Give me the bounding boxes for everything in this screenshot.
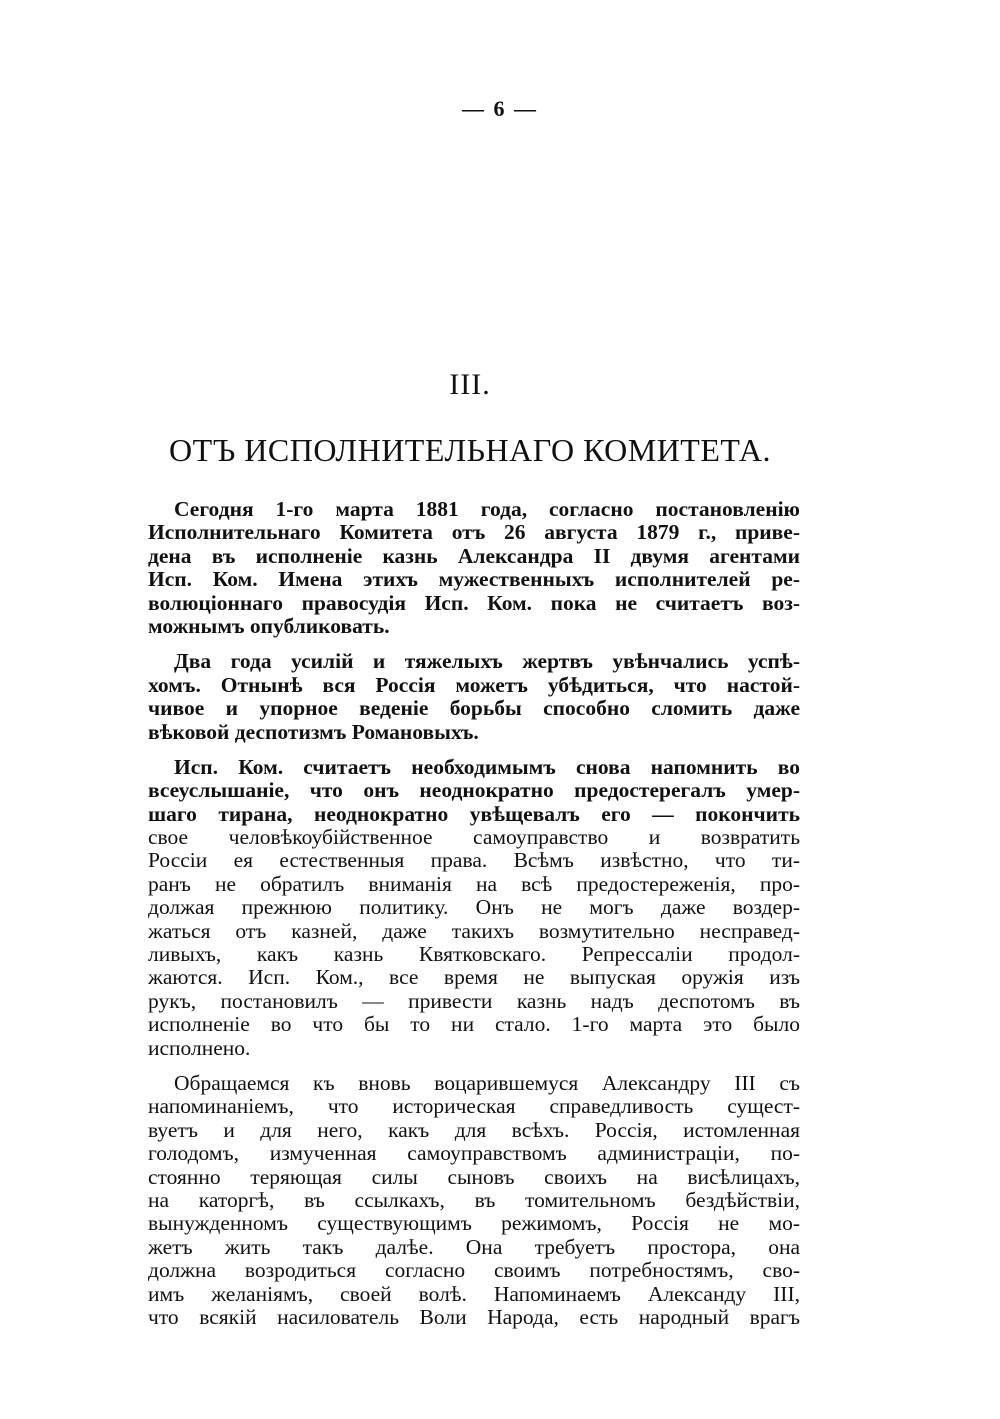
text-line: должна возродиться согласно своимъ потребностямъ, сво- xyxy=(148,1258,800,1283)
text-line: ранъ не обратилъ вниманія на всѣ предостереженія, про- xyxy=(148,871,800,896)
text-line: Исп. Ком. считаетъ необходимымъ снова напомнить во xyxy=(174,754,800,779)
paragraph-1 xyxy=(148,498,800,638)
text-line: вуетъ и для него, какъ для всѣхъ. Россія, истомленная xyxy=(148,1117,800,1142)
text-line: рукъ, постановилъ — привести казнь надъ деспотомъ въ xyxy=(148,988,800,1013)
text-line: исполнено. xyxy=(148,1035,251,1060)
text-line: напоминаніемъ, что историческая справедливость сущест- xyxy=(148,1094,800,1119)
text-line: Исп. Ком. Имена этихъ мужественныхъ исполнителей ре- xyxy=(148,567,800,592)
text-line: на каторгѣ, въ ссылкахъ, въ томительномъ бездѣйствіи, xyxy=(148,1187,800,1212)
paragraph-3 xyxy=(148,756,800,1060)
document-title: ОТЪ ИСПОЛНИТЕЛЬНАГО КОМИТЕТА. xyxy=(169,432,771,468)
text-line: всеуслышаніе, что онъ неоднократно предостерегалъ умер- xyxy=(148,778,800,803)
text-line: свое человѣкоубійственное самоуправство и возвратить xyxy=(148,825,800,850)
paragraph-4 xyxy=(148,1072,800,1329)
document-body xyxy=(148,498,800,1341)
text-line: вѣковой деспотизмъ Романовыхъ. xyxy=(148,719,479,744)
text-line: исполненіе во что бы то ни стало. 1-го марта это было xyxy=(148,1012,800,1037)
text-line: должая прежнюю политику. Онъ не могъ даже воздер- xyxy=(148,895,800,920)
text-line: жаются. Исп. Ком., все время не выпуская оружія изъ xyxy=(148,965,800,990)
text-line: Два года усилій и тяжелыхъ жертвъ увѣнчались успѣ- xyxy=(174,649,800,674)
text-line: чивое и упорное веденіе борьбы способно сломить даже xyxy=(148,696,800,721)
text-line: можнымъ опубликовать. xyxy=(148,613,390,638)
text-line: шаго тирана, неоднократно увѣщевалъ его — покончить xyxy=(148,801,800,826)
text-line: что всякій насилователь Воли Народа, есть народный врагъ xyxy=(148,1304,800,1329)
text-line: хомъ. Отнынѣ вся Россія можетъ убѣдиться, что настой- xyxy=(148,672,800,697)
text-line: ливыхъ, какъ казнь Квятковскаго. Репрессаліи продол- xyxy=(148,942,800,967)
text-line: имъ желаніямъ, своей волѣ. Напоминаемъ Александу III, xyxy=(148,1281,800,1306)
text-line: Исполнительнаго Комитета отъ 26 августа 1879 г., приве- xyxy=(148,520,800,545)
text-line: жетъ жить такъ далѣе. Она требуетъ простора, она xyxy=(148,1234,800,1259)
text-line: волюціоннаго правосудія Исп. Ком. пока не считаетъ воз- xyxy=(148,590,800,615)
section-number: III. xyxy=(449,368,491,401)
paragraph-2 xyxy=(148,650,800,744)
text-line: жаться отъ казней, даже такихъ возмутительно несправед- xyxy=(148,918,800,943)
text-line: голодомъ, измученная самоуправствомъ администраціи, по- xyxy=(148,1141,800,1166)
text-line: дена въ исполненіе казнь Александра II двумя агентами xyxy=(148,543,800,568)
text-line: Обращаемся къ вновь воцарившемуся Александру III съ xyxy=(174,1070,800,1095)
text-line: вынужденномъ существующимъ режимомъ, Россія не мо- xyxy=(148,1211,800,1236)
text-line: Россіи ея естественныя права. Всѣмъ извѣстно, что ти- xyxy=(148,848,800,873)
page-number: — 6 — xyxy=(462,96,538,121)
text-line: стоянно теряющая силы сыновъ своихъ на висѣлицахъ, xyxy=(148,1164,800,1189)
text-line: Сегодня 1-го марта 1881 года, согласно постановленію xyxy=(174,497,800,521)
